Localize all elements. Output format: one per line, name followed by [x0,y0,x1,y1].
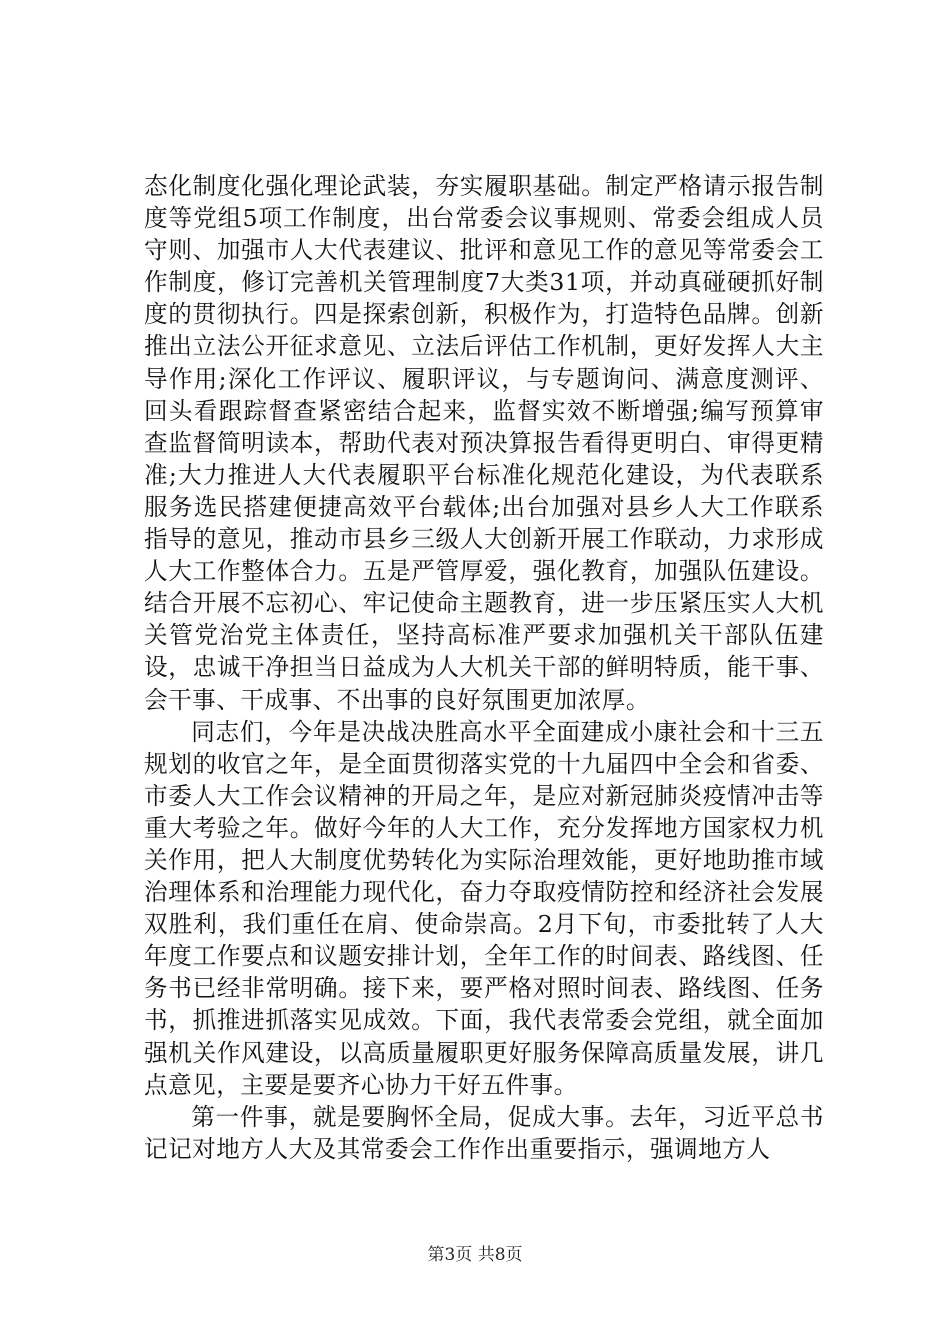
document-body [144,170,824,1165]
paragraph: 第一件事，就是要胸怀全局，促成大事。去年，习近平总书记记对地方人大及其常委会工作作出重要指示，强调地方人 [144,1102,824,1163]
paragraph-continued: 态化制度化强化理论武装，夯实履职基础。制定严格请示报告制度等党组5项工作制度，出台常委会议事规则、常委会组成人员守则、加强市人大代表建议、批评和意见工作的意见等常委会工作制度，修订完善机关管理制度7大类31项，并动真碰硬抓好制度的贯彻执行。四是探索创新，积极作为，打造特色品牌。创新推出立法公开征求意见、立法后评估工作机制，更好发挥人大主导作用;深化工作评议、履职评议，与专题询问、满意度测评、回头看跟踪督查紧密结合起来，监督实效不断增强;编写预算审查监督简明读本，帮助代表对预决算报告看得更明白、审得更精准;大力推进人大代表履职平台标准化规范化建设，为代表联系服务选民搭建便捷高效平台载体;出台加强对县乡人大工作联系指导的意见，推动市县乡三级人大创新开展工作联动，力求形成人大工作整体合力。五是严管厚爱，强化教育，加强队伍建设。结合开展不忘初心、牢记使命主题教育，进一步压紧压实人大机关管党治党主体责任，坚持高标准严要求加强机关干部队伍建设，忠诚干净担当日益成为人大机关干部的鲜明特质，能干事、会干事、干成事、不出事的良好氛围更加浓厚。 [144,172,824,714]
page-number-label: 第3页 共8页 [427,1245,523,1265]
page-footer [0,1245,950,1265]
paragraph: 同志们，今年是决战决胜高水平全面建成小康社会和十三五规划的收官之年，是全面贯彻落实党的十九届四中全会和省委、市委人大工作会议精神的开局之年，是应对新冠肺炎疫情冲击等重大考验之年。做好今年的人大工作，充分发挥地方国家权力机关作用，把人大制度优势转化为实际治理效能，更好地助推市域治理体系和治理能力现代化，奋力夺取疫情防控和经济社会发展双胜利，我们重任在肩、使命崇高。2月下旬，市委批转了人大年度工作要点和议题安排计划，全年工作的时间表、路线图、任务书已经非常明确。接下来，要严格对照时间表、路线图、任务书，抓推进抓落实见成效。下面，我代表常委会党组，就全面加强机关作风建设，以高质量履职更好服务保障高质量发展，讲几点意见，主要是要齐心协力干好五件事。 [144,717,824,1099]
